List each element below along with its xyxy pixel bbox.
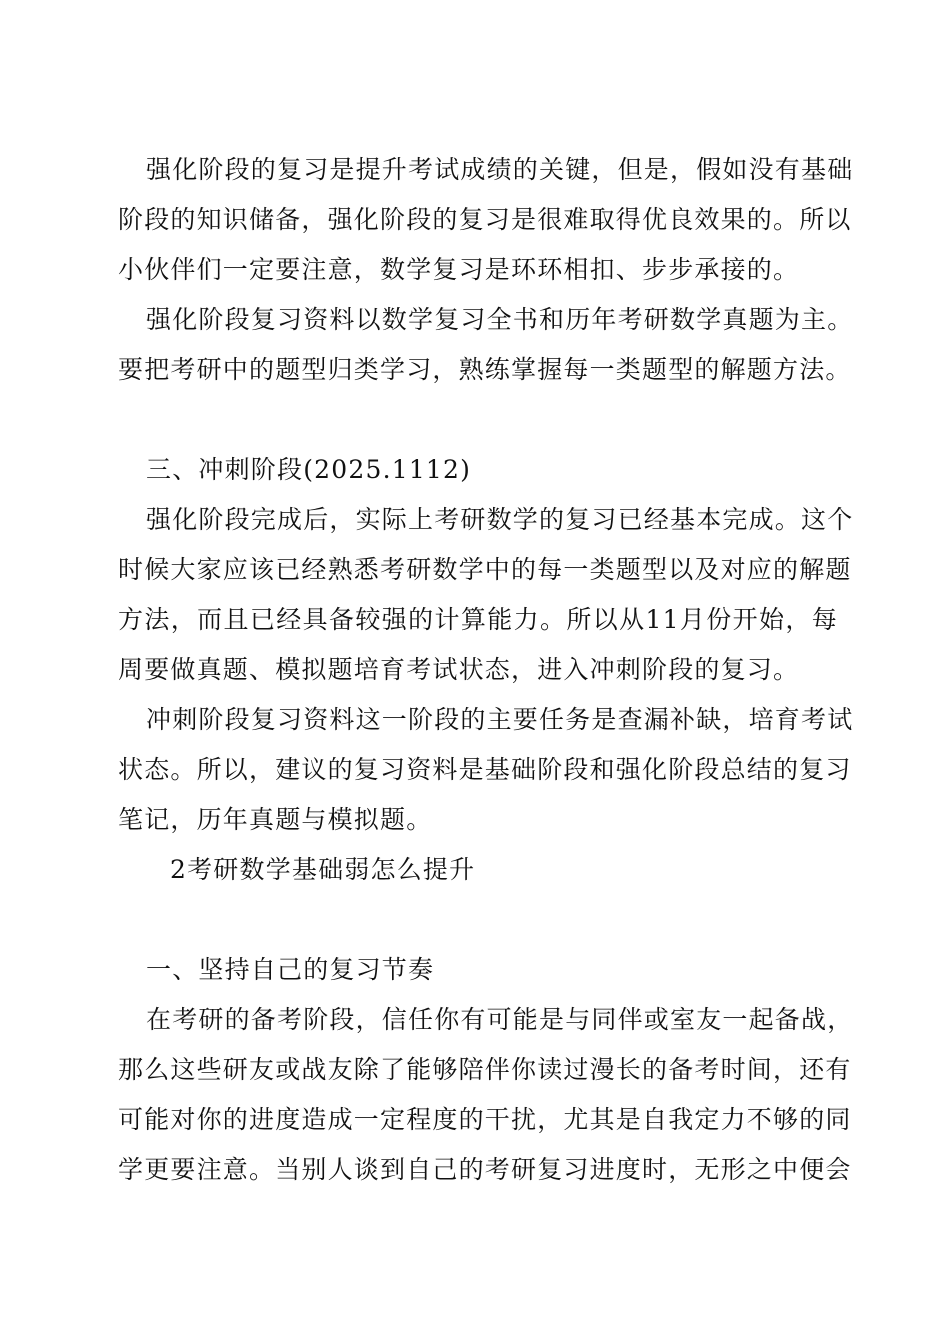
paragraph-4-line-3: 笔记，历年真题与模拟题。	[118, 805, 433, 834]
section-heading-own-pace: 一、坚持自己的复习节奏	[146, 955, 435, 984]
paragraph-1-line-2: 阶段的知识储备，强化阶段的复习是很难取得优良效果的。所以	[118, 205, 852, 234]
section-heading-sprint: 三、冲刺阶段(2025.1112)	[146, 455, 472, 484]
paragraph-4-line-2: 状态。所以，建议的复习资料是基础阶段和强化阶段总结的复习	[118, 755, 852, 784]
paragraph-2-line-1: 强化阶段复习资料以数学复习全书和历年考研数学真题为主。	[146, 305, 854, 334]
paragraph-3-line-3: 方法，而且已经具备较强的计算能力。所以从11月份开始，每	[118, 605, 838, 634]
paragraph-4-line-1: 冲刺阶段复习资料这一阶段的主要任务是查漏补缺，培育考试	[146, 705, 854, 734]
paragraph-1-line-1: 强化阶段的复习是提升考试成绩的关键，但是，假如没有基础	[146, 155, 854, 184]
paragraph-3-line-4: 周要做真题、模拟题培育考试状态，进入冲刺阶段的复习。	[118, 655, 800, 684]
paragraph-5-line-4: 学更要注意。当别人谈到自己的考研复习进度时，无形之中便会	[118, 1155, 852, 1184]
paragraph-2-line-2: 要把考研中的题型归类学习，熟练掌握每一类题型的解题方法。	[118, 355, 852, 384]
paragraph-3-line-2: 时候大家应该已经熟悉考研数学中的每一类题型以及对应的解题	[118, 555, 852, 584]
paragraph-5-line-3: 可能对你的进度造成一定程度的干扰，尤其是自我定力不够的同	[118, 1105, 852, 1134]
paragraph-5-line-1: 在考研的备考阶段，信任你有可能是与同伴或室友一起备战，	[146, 1005, 854, 1034]
paragraph-3-line-1: 强化阶段完成后，实际上考研数学的复习已经基本完成。这个	[146, 505, 854, 534]
section-heading-weak-foundation: 2考研数学基础弱怎么提升	[170, 855, 476, 884]
paragraph-5-line-2: 那么这些研友或战友除了能够陪伴你读过漫长的备考时间，还有	[118, 1055, 852, 1084]
paragraph-1-line-3: 小伙伴们一定要注意，数学复习是环环相扣、步步承接的。	[118, 255, 800, 284]
